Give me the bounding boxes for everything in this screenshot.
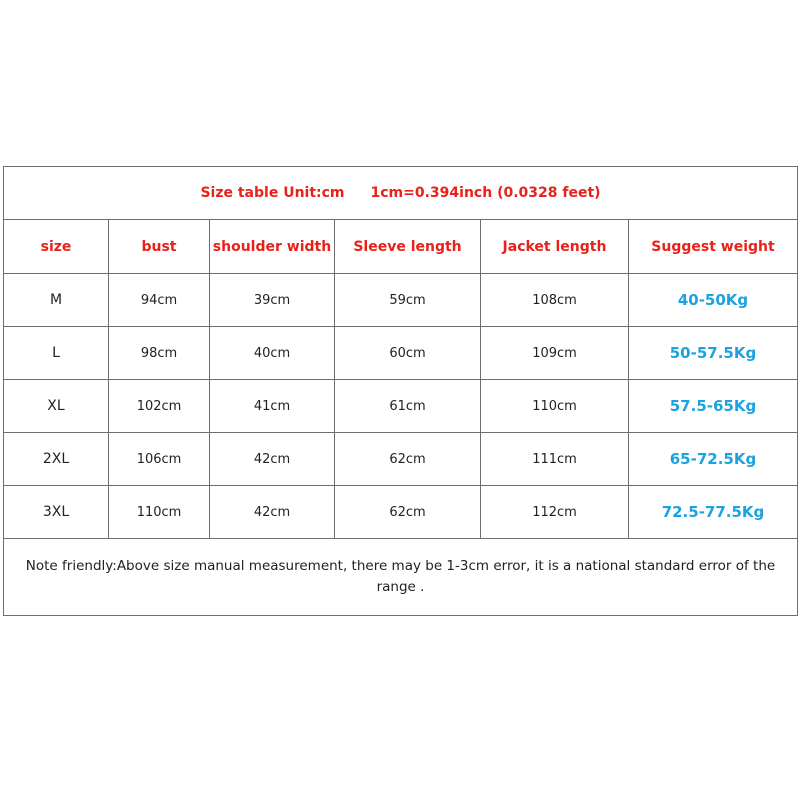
sleeve-cell: 61cm [335,380,481,433]
title-row [4,167,798,220]
bust-cell: 110cm [109,486,210,539]
jacket-cell: 110cm [481,380,629,433]
shoulder-cell: 41cm [210,380,335,433]
bust-cell: 102cm [109,380,210,433]
column-header-size: size [4,220,109,274]
column-header-suggest-weight: Suggest weight [629,220,798,274]
table-row [4,486,798,539]
shoulder-cell: 40cm [210,327,335,380]
jacket-cell: 109cm [481,327,629,380]
size-cell: 2XL [4,433,109,486]
weight-cell: 40-50Kg [629,274,798,327]
size-cell: XL [4,380,109,433]
table-row [4,433,798,486]
sleeve-cell: 60cm [335,327,481,380]
column-header-sleeve-length: Sleeve length [335,220,481,274]
weight-cell: 65-72.5Kg [629,433,798,486]
sleeve-cell: 62cm [335,486,481,539]
shoulder-cell: 42cm [210,433,335,486]
column-header-shoulder-width: shoulder width [210,220,335,274]
jacket-cell: 111cm [481,433,629,486]
sleeve-cell: 59cm [335,274,481,327]
column-header-bust: bust [109,220,210,274]
note-row [4,539,798,616]
weight-cell: 72.5-77.5Kg [629,486,798,539]
size-cell: 3XL [4,486,109,539]
table-row [4,380,798,433]
weight-cell: 57.5-65Kg [629,380,798,433]
weight-cell: 50-57.5Kg [629,327,798,380]
jacket-cell: 108cm [481,274,629,327]
shoulder-cell: 39cm [210,274,335,327]
title-conversion: 1cm=0.394inch (0.0328 feet) [370,185,601,201]
table-row [4,327,798,380]
size-cell: M [4,274,109,327]
size-table [3,166,798,616]
size-cell: L [4,327,109,380]
title-unit: Size table Unit:cm [200,185,345,201]
header-row [4,220,798,274]
measurement-note: Note friendly:Above size manual measurement, there may be 1-3cm error, it is a national standard error of the range . [4,539,798,616]
table-title [4,167,798,220]
jacket-cell: 112cm [481,486,629,539]
column-header-jacket-length: Jacket length [481,220,629,274]
bust-cell: 106cm [109,433,210,486]
table-row [4,274,798,327]
shoulder-cell: 42cm [210,486,335,539]
bust-cell: 94cm [109,274,210,327]
bust-cell: 98cm [109,327,210,380]
sleeve-cell: 62cm [335,433,481,486]
